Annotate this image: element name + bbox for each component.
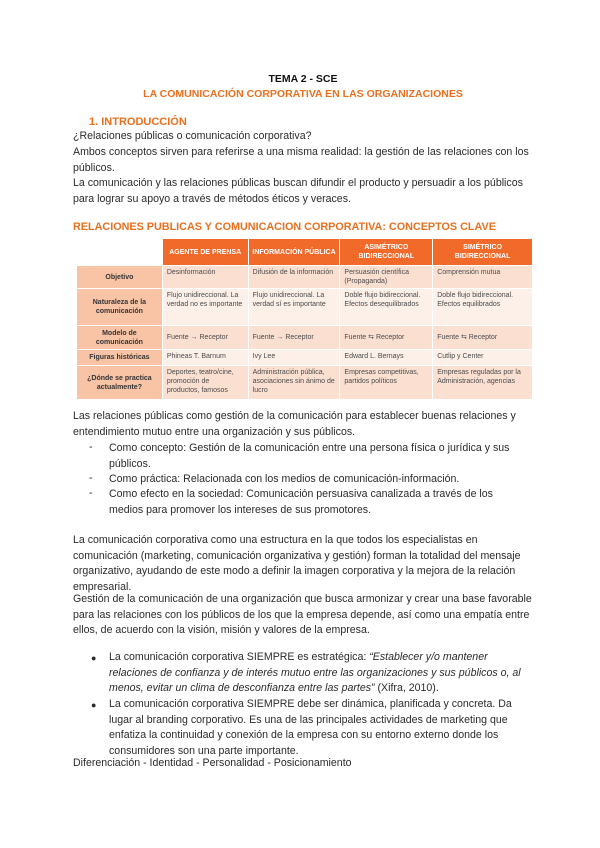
table-heading: RELACIONES PUBLICAS Y COMUNICACION CORPORATIVA: CONCEPTOS CLAVE (73, 221, 496, 233)
table-header-row (77, 239, 533, 266)
table-cell: Phineas T. Barnum (162, 350, 248, 366)
dash-marker: - (89, 487, 93, 499)
intro-paragraph-2: La comunicación y las relaciones públicas buscan difundir el producto y persuadir a los públicos para lograr su apoyo a través de métodos éticos y veraces. (73, 177, 523, 205)
table-cell: Fuente → Receptor (162, 326, 248, 350)
bullet-quote: “Establecer y/o mantener relaciones de confianza y de interés mutuo entre las organizaciones y sus públicos o, al menos, evitar un clima de desconfianza entre las partes” (109, 651, 521, 694)
dash-marker: - (89, 472, 93, 484)
col-header: AGENTE DE PRENSA (162, 239, 248, 266)
intro-question: ¿Relaciones públicas o comunicación corporativa? (73, 130, 312, 142)
table-cell: Fuente → Receptor (248, 326, 340, 350)
table-cell: Difusión de la información (248, 266, 340, 289)
closing-line: Diferenciación - Identidad - Personalidad - Posicionamiento (73, 757, 352, 769)
row-header: Figuras históricas (77, 350, 163, 366)
bullet-item-dynamic: La comunicación corporativa SIEMPRE debe ser dinámica, planificada y concreta. Da lugar al branding corporativo. Es una de las principales actividades de marketing que enfatiza la continuidad y conexión de la empresa con su entorno externo donde los consumidores son una parte importante. (109, 698, 512, 757)
dash-item: Como concepto: Gestión de la comunicación entre una persona física o jurídica y sus públicos. (109, 442, 510, 470)
table-cell: Ivy Lee (248, 350, 340, 366)
doc-subtitle: LA COMUNICACIÓN CORPORATIVA EN LAS ORGANIZACIONES (143, 88, 463, 100)
row-header: Modelo de comunicación (77, 326, 163, 350)
table-cell: Administración pública, asociaciones sin ánimo de lucro (248, 366, 340, 400)
table-corner (77, 239, 163, 266)
table-cell: Edward L. Bernays (340, 350, 433, 366)
table-row (77, 366, 533, 400)
bullet-citation: (Xifra, 2010). (374, 682, 439, 694)
row-header: Objetivo (77, 266, 163, 289)
table-cell: Fuente ⇆ Receptor (433, 326, 533, 350)
table-cell: Persuasión científica (Propaganda) (340, 266, 433, 289)
dash-item: Como efecto en la sociedad: Comunicación persuasiva canalizada a través de los medios para promover los intereses de sus promotores. (109, 488, 493, 516)
rp-intro-paragraph: Las relaciones públicas como gestión de la comunicación para establecer buenas relaciones y entendimiento mutuo entre una organización y sus públicos. (73, 410, 516, 438)
bullet-item-strategic (109, 650, 533, 697)
bullet-marker: ● (91, 700, 97, 710)
bullet-marker: ● (91, 653, 97, 663)
dash-marker: - (89, 441, 93, 453)
table-cell: Flujo unidireccional. La verdad sí es importante (248, 289, 340, 326)
table-cell: Cutlip y Center (433, 350, 533, 366)
table-row (77, 350, 533, 366)
row-header: ¿Dónde se practica actualmente? (77, 366, 163, 400)
table-cell: Empresas reguladas por la Administración, agencias (433, 366, 533, 400)
col-header: ASIMÉTRICO BIDIRECCIONAL (340, 239, 433, 266)
table-cell: Comprensión mutua (433, 266, 533, 289)
table-row (77, 326, 533, 350)
paragraph-structure: La comunicación corporativa como una estructura en la que todos los especialistas en comunicación (marketing, comunicación organizativa y gestión) forman la totalidad del mensaje organizativo, ayudando de este modo a definir la imagen corporativa y la mejora de la relación empresarial. (73, 534, 521, 593)
section-heading-introduccion: 1. INTRODUCCIÓN (89, 116, 187, 128)
intro-paragraph-1: Ambos conceptos sirven para referirse a una misma realidad: la gestión de las relaciones con los públicos. (73, 146, 529, 174)
table-cell: Empresas competitivas, partidos políticos (340, 366, 433, 400)
col-header: INFORMACIÓN PÚBLICA (248, 239, 340, 266)
row-header: Naturaleza de la comunicación (77, 289, 163, 326)
table-cell: Doble flujo bidireccional. Efectos equilibrados (433, 289, 533, 326)
bullet-text: La comunicación corporativa SIEMPRE es estratégica: (109, 651, 370, 663)
table-cell: Deportes, teatro/cine, promoción de productos, famosos (162, 366, 248, 400)
table-cell: Flujo unidireccional. La verdad no es importante (162, 289, 248, 326)
table-cell: Doble flujo bidireccional. Efectos desequilibrados (340, 289, 433, 326)
col-header: SIMÉTRICO BIDIRECCIONAL (433, 239, 533, 266)
doc-title: TEMA 2 - SCE (268, 73, 338, 85)
table-row (77, 289, 533, 326)
dash-item: Como práctica: Relacionada con los medios de comunicación-información. (109, 473, 460, 485)
table-row (77, 266, 533, 289)
paragraph-management: Gestión de la comunicación de una organización que busca armonizar y crear una base favorable para las relaciones con los públicos de los que la empresa depende, así como una empatía entre ellos, de acuerdo con la visión, misión y valores de la empresa. (73, 593, 532, 636)
table-cell: Fuente ⇆ Receptor (340, 326, 433, 350)
concepts-table (76, 238, 533, 400)
table-cell: Desinformación (162, 266, 248, 289)
